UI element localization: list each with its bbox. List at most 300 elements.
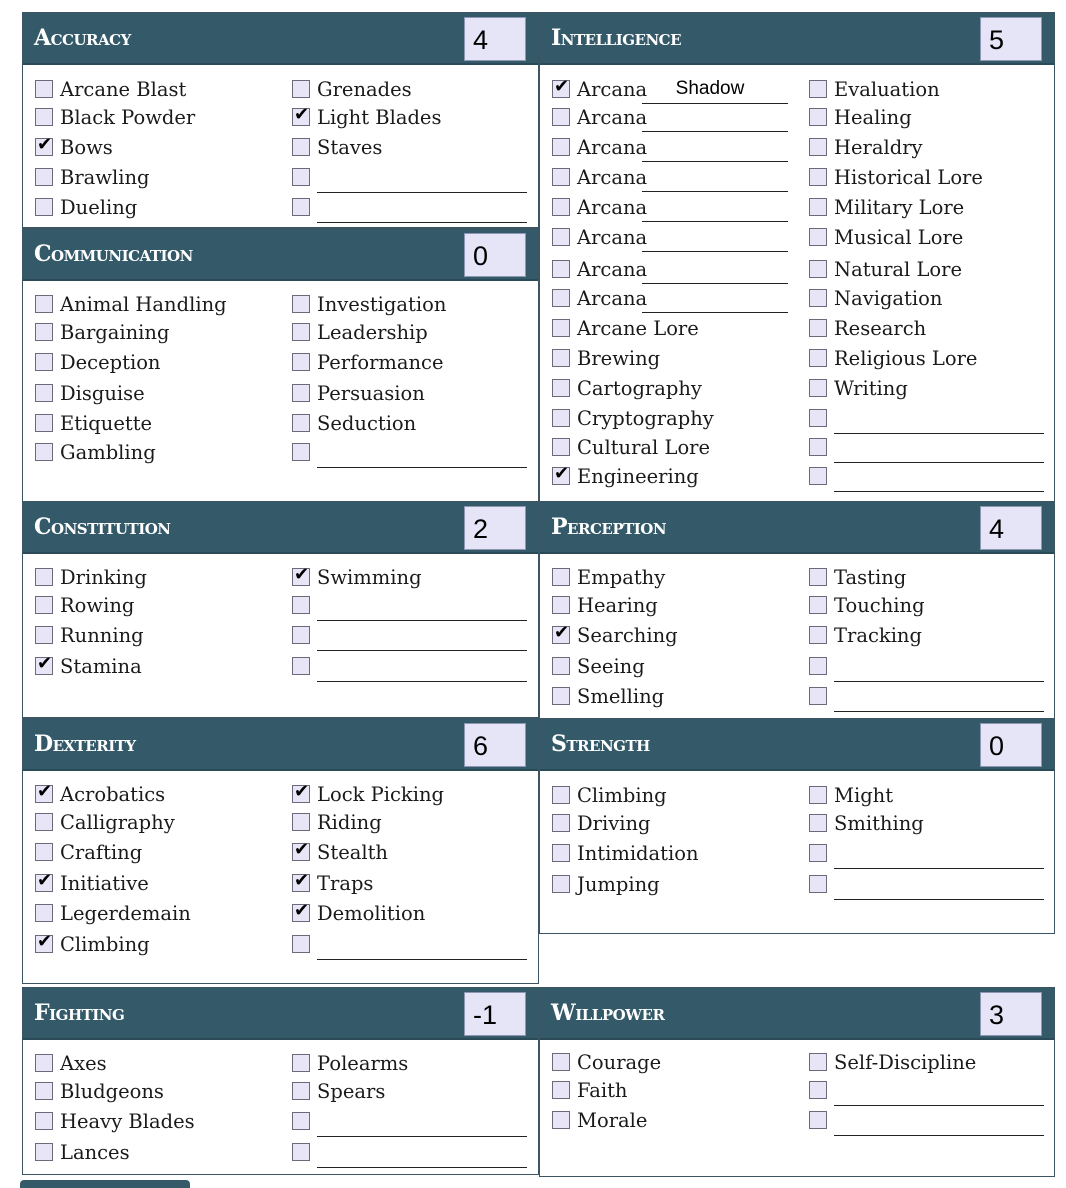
- skill-item-blank[interactable]: [292, 591, 528, 619]
- skill-item-blank[interactable]: [809, 433, 1045, 461]
- skill-item-military-lore[interactable]: [809, 193, 964, 221]
- skill-checkbox[interactable]: [809, 260, 827, 278]
- skill-checkbox[interactable]: [35, 168, 53, 186]
- skill-checkbox[interactable]: [809, 814, 827, 832]
- skill-checkbox[interactable]: [809, 80, 827, 98]
- skill-item-blank[interactable]: [809, 1106, 1045, 1134]
- custom-skill-field[interactable]: [317, 1166, 527, 1168]
- skill-checkbox[interactable]: [552, 168, 570, 186]
- skill-checkbox[interactable]: [809, 467, 827, 485]
- skill-checkbox[interactable]: [552, 596, 570, 614]
- skill-item-touching[interactable]: [809, 591, 925, 619]
- skill-item-persuasion[interactable]: [292, 379, 425, 407]
- skill-checkbox[interactable]: [809, 568, 827, 586]
- skill-value-field[interactable]: 2: [464, 506, 526, 550]
- skill-checkbox[interactable]: [292, 1143, 310, 1161]
- skill-label: Stealth: [317, 840, 388, 864]
- skill-item-blank[interactable]: [809, 682, 1045, 710]
- skill-item-blank[interactable]: [292, 1107, 528, 1135]
- skill-item-blank[interactable]: [292, 652, 528, 680]
- skill-item-seeing[interactable]: [552, 652, 645, 680]
- skill-checkbox[interactable]: [35, 1054, 53, 1072]
- arcana-specialty-field[interactable]: [642, 220, 788, 222]
- skill-label: Stamina: [60, 654, 142, 678]
- skill-value-field[interactable]: 4: [464, 17, 526, 61]
- skill-label: Historical Lore: [834, 165, 983, 189]
- skill-label: Brewing: [577, 346, 661, 370]
- skill-checkbox[interactable]: [809, 198, 827, 216]
- skill-value-field[interactable]: 5: [980, 17, 1042, 61]
- skill-checkbox[interactable]: [552, 260, 570, 278]
- skill-label: Searching: [577, 623, 678, 647]
- skill-label: Arcana: [577, 105, 648, 129]
- skill-item-blank[interactable]: [809, 462, 1045, 490]
- skill-header: [540, 13, 1054, 65]
- skill-item-blank[interactable]: [809, 870, 1045, 898]
- skill-checkbox[interactable]: [809, 138, 827, 156]
- skill-item-etiquette[interactable]: [35, 409, 152, 437]
- skill-label: Arcana: [577, 77, 648, 101]
- skill-checkbox[interactable]: [292, 564, 310, 586]
- skill-item-arcane-blast[interactable]: [35, 75, 186, 103]
- skill-checkbox[interactable]: [35, 596, 53, 614]
- skill-checkbox[interactable]: [292, 198, 310, 216]
- skill-label: Demolition: [317, 901, 426, 925]
- skill-label: Crafting: [60, 840, 143, 864]
- skill-label: Bows: [60, 135, 113, 159]
- check-icon: ✔: [37, 870, 53, 891]
- skill-label: Engineering: [577, 464, 699, 488]
- skill-label: Arcane Blast: [60, 77, 187, 101]
- skill-item-smithing[interactable]: [809, 809, 924, 837]
- skill-item-stealth[interactable]: [292, 838, 388, 866]
- skill-checkbox[interactable]: [809, 168, 827, 186]
- skill-label: Arcane Lore: [577, 316, 699, 340]
- skill-checkbox[interactable]: [292, 781, 310, 803]
- custom-skill-field[interactable]: [834, 490, 1044, 492]
- skill-checkbox[interactable]: [809, 319, 827, 337]
- skill-checkbox[interactable]: [292, 935, 310, 953]
- skill-checkbox[interactable]: [35, 323, 53, 341]
- skill-item-axes[interactable]: [35, 1049, 107, 1077]
- skill-item-performance[interactable]: [292, 348, 444, 376]
- skill-item-smelling[interactable]: [552, 682, 664, 710]
- skill-checkbox[interactable]: [552, 657, 570, 675]
- skill-item-driving[interactable]: [552, 809, 651, 837]
- skill-checkbox[interactable]: [35, 781, 53, 803]
- skill-checkbox[interactable]: [809, 626, 827, 644]
- check-icon: ✔: [294, 781, 310, 802]
- skill-item-heraldry[interactable]: [809, 133, 923, 161]
- arcana-specialty-field[interactable]: [642, 311, 788, 313]
- skill-checkbox[interactable]: [292, 168, 310, 186]
- skill-checkbox[interactable]: [35, 1112, 53, 1130]
- skill-label: Heraldry: [834, 135, 923, 159]
- skill-item-intimidation[interactable]: [552, 839, 699, 867]
- skill-label: Tasting: [834, 565, 907, 589]
- skill-checkbox[interactable]: [292, 657, 310, 675]
- skill-checkbox[interactable]: [292, 813, 310, 831]
- skill-value-field[interactable]: 6: [464, 723, 526, 767]
- skill-checkbox[interactable]: [35, 443, 53, 461]
- skill-label: Performance: [317, 350, 444, 374]
- skill-item-leadership[interactable]: [292, 318, 428, 346]
- custom-skill-field[interactable]: [834, 898, 1044, 900]
- skill-item-grenades[interactable]: [292, 75, 412, 103]
- skill-checkbox[interactable]: [292, 900, 310, 922]
- skill-checkbox[interactable]: [809, 657, 827, 675]
- skill-checkbox[interactable]: [35, 1143, 53, 1161]
- skill-checkbox[interactable]: [552, 844, 570, 862]
- skill-checkbox[interactable]: [292, 295, 310, 313]
- skill-label: Climbing: [577, 783, 667, 807]
- skill-label: Intimidation: [577, 841, 699, 865]
- check-icon: ✔: [37, 931, 53, 952]
- skill-item-might[interactable]: [809, 781, 893, 809]
- skill-item-disguise[interactable]: [35, 379, 145, 407]
- skill-item-religious-lore[interactable]: [809, 344, 977, 372]
- skill-label: Smelling: [577, 684, 665, 708]
- skill-item-blank[interactable]: [809, 1076, 1045, 1104]
- skill-label: Seeing: [577, 654, 645, 678]
- skill-checkbox[interactable]: [552, 875, 570, 893]
- skill-checkbox[interactable]: [552, 786, 570, 804]
- skill-label: Bludgeons: [60, 1079, 164, 1103]
- skill-item-tasting[interactable]: [809, 563, 906, 591]
- skill-checkbox[interactable]: [35, 653, 53, 675]
- skill-item-engineering[interactable]: [552, 462, 699, 490]
- custom-skill-field[interactable]: [317, 1135, 527, 1137]
- skill-checkbox[interactable]: [809, 108, 827, 126]
- skill-label: Arcana: [577, 225, 648, 249]
- skill-item-deception[interactable]: [35, 348, 161, 376]
- skill-label: Persuasion: [317, 381, 425, 405]
- skill-item-lances[interactable]: [35, 1138, 130, 1166]
- skill-value-field[interactable]: 3: [980, 992, 1042, 1036]
- skill-item-legerdemain[interactable]: [35, 899, 191, 927]
- custom-skill-field[interactable]: [317, 958, 527, 960]
- arcana-specialty-field[interactable]: [642, 250, 788, 252]
- check-icon: ✔: [37, 134, 53, 155]
- skill-checkbox[interactable]: [552, 379, 570, 397]
- skill-label: Writing: [834, 376, 908, 400]
- skill-checkbox[interactable]: [809, 1111, 827, 1129]
- skill-checkbox[interactable]: [35, 843, 53, 861]
- skill-item-navigation[interactable]: [809, 284, 942, 312]
- skill-checkbox[interactable]: [552, 1053, 570, 1071]
- custom-skill-field[interactable]: [834, 867, 1044, 869]
- skill-checkbox[interactable]: [552, 349, 570, 367]
- skill-label: Riding: [317, 810, 382, 834]
- arcana-specialty-text: Shadow: [675, 78, 745, 99]
- skill-label: Self-Discipline: [834, 1050, 977, 1074]
- skill-checkbox[interactable]: [809, 228, 827, 246]
- skill-checkbox[interactable]: [292, 870, 310, 892]
- skill-item-historical-lore[interactable]: [809, 163, 983, 191]
- skill-checkbox[interactable]: [35, 384, 53, 402]
- skill-checkbox[interactable]: [552, 622, 570, 644]
- skill-checkbox[interactable]: [552, 814, 570, 832]
- custom-skill-field[interactable]: [317, 221, 527, 223]
- skill-checkbox[interactable]: [552, 409, 570, 427]
- skill-item-drinking[interactable]: [35, 563, 147, 591]
- check-icon: ✔: [294, 104, 310, 125]
- skill-title: Perception: [551, 514, 667, 540]
- skill-item-arcana[interactable]: [552, 133, 792, 161]
- skill-item-dueling[interactable]: [35, 193, 137, 221]
- skill-checkbox[interactable]: [552, 568, 570, 586]
- skill-checkbox[interactable]: [809, 349, 827, 367]
- skill-item-musical-lore[interactable]: [809, 223, 963, 251]
- skill-item-running[interactable]: [35, 621, 144, 649]
- skill-item-arcana[interactable]: [552, 193, 792, 221]
- skill-title: Dexterity: [34, 731, 136, 757]
- skill-item-demolition[interactable]: [292, 899, 425, 927]
- skill-checkbox[interactable]: [35, 80, 53, 98]
- skill-item-empathy[interactable]: [552, 563, 665, 591]
- skill-checkbox[interactable]: [35, 108, 53, 126]
- skill-checkbox[interactable]: [809, 1053, 827, 1071]
- skill-title: Willpower: [551, 1000, 665, 1026]
- skill-item-climbing[interactable]: [552, 781, 667, 809]
- skill-item-calligraphy[interactable]: [35, 808, 175, 836]
- skill-panel-accuracy: [22, 12, 539, 228]
- skill-item-arcana[interactable]: [552, 255, 792, 283]
- skill-title: Strength: [551, 731, 650, 757]
- custom-skill-field[interactable]: [834, 1134, 1044, 1136]
- skill-label: Touching: [834, 593, 925, 617]
- skill-item-cultural-lore[interactable]: [552, 433, 710, 461]
- skill-checkbox[interactable]: [292, 384, 310, 402]
- skill-title: Accuracy: [34, 25, 131, 51]
- skill-checkbox[interactable]: [552, 463, 570, 485]
- arcana-specialty-field[interactable]: [642, 190, 788, 192]
- skill-item-self-discipline[interactable]: [809, 1048, 976, 1076]
- skill-item-faith[interactable]: [552, 1076, 627, 1104]
- skill-checkbox[interactable]: [35, 813, 53, 831]
- skill-label: Traps: [317, 871, 374, 895]
- skill-checkbox[interactable]: [809, 379, 827, 397]
- skill-checkbox[interactable]: [35, 626, 53, 644]
- skill-checkbox[interactable]: [552, 76, 570, 98]
- skill-checkbox[interactable]: [292, 414, 310, 432]
- skill-item-gambling[interactable]: [35, 438, 156, 466]
- arcana-specialty-field[interactable]: [642, 160, 788, 162]
- skill-item-heavy-blades[interactable]: [35, 1107, 195, 1135]
- skill-item-arcana[interactable]: [552, 223, 792, 251]
- skill-label: Animal Handling: [60, 292, 227, 316]
- custom-skill-field[interactable]: [317, 680, 527, 682]
- skill-checkbox[interactable]: [292, 1054, 310, 1072]
- skill-item-riding[interactable]: [292, 808, 382, 836]
- skill-item-bargaining[interactable]: [35, 318, 169, 346]
- check-icon: ✔: [294, 870, 310, 891]
- skill-checkbox[interactable]: [809, 1081, 827, 1099]
- skill-item-bows[interactable]: [35, 133, 113, 161]
- skill-checkbox[interactable]: [552, 438, 570, 456]
- arcana-specialty-field[interactable]: [642, 130, 788, 132]
- check-icon: ✔: [37, 781, 53, 802]
- skill-panel-communication: [22, 228, 539, 502]
- skill-checkbox[interactable]: [292, 443, 310, 461]
- skill-checkbox[interactable]: [292, 138, 310, 156]
- skill-value-field[interactable]: -1: [464, 992, 526, 1036]
- skill-checkbox[interactable]: [809, 596, 827, 614]
- skill-label: Natural Lore: [834, 257, 963, 281]
- skill-checkbox[interactable]: [35, 414, 53, 432]
- skill-item-animal-handling[interactable]: [35, 290, 227, 318]
- skill-panel-perception: [539, 501, 1055, 719]
- skill-item-traps[interactable]: [292, 869, 373, 897]
- skill-checkbox[interactable]: [552, 289, 570, 307]
- skill-checkbox[interactable]: [35, 568, 53, 586]
- skill-label: Rowing: [60, 593, 135, 617]
- skill-item-blank[interactable]: [292, 621, 528, 649]
- skill-item-bludgeons[interactable]: [35, 1077, 164, 1105]
- bottom-tab[interactable]: [20, 1180, 190, 1188]
- skill-item-spears[interactable]: [292, 1077, 385, 1105]
- skill-item-hearing[interactable]: [552, 591, 658, 619]
- skill-label: Cartography: [577, 376, 702, 400]
- skill-item-jumping[interactable]: [552, 870, 660, 898]
- skill-item-crafting[interactable]: [35, 838, 142, 866]
- skill-item-arcana[interactable]: [552, 75, 792, 103]
- skill-checkbox[interactable]: [35, 353, 53, 371]
- skill-title: Fighting: [34, 1000, 125, 1026]
- skill-item-rowing[interactable]: [35, 591, 134, 619]
- skill-header: [540, 502, 1054, 554]
- skill-label: Lances: [60, 1140, 130, 1164]
- skill-item-natural-lore[interactable]: [809, 255, 962, 283]
- skill-checkbox[interactable]: [809, 289, 827, 307]
- skill-label: Light Blades: [317, 105, 442, 129]
- skill-checkbox[interactable]: [552, 198, 570, 216]
- skill-checkbox[interactable]: [35, 198, 53, 216]
- skill-item-brewing[interactable]: [552, 344, 660, 372]
- skill-value-field[interactable]: 4: [980, 506, 1042, 550]
- skill-label: Bargaining: [60, 320, 170, 344]
- skill-label: Driving: [577, 811, 651, 835]
- skill-label: Tracking: [834, 623, 922, 647]
- skill-checkbox[interactable]: [552, 1081, 570, 1099]
- skill-checkbox[interactable]: [552, 108, 570, 126]
- skill-item-light-blades[interactable]: [292, 103, 441, 131]
- skill-label: Hearing: [577, 593, 658, 617]
- skill-item-blank[interactable]: [292, 438, 528, 466]
- skill-checkbox[interactable]: [809, 786, 827, 804]
- skill-item-cryptography[interactable]: [552, 404, 714, 432]
- skill-checkbox[interactable]: [809, 844, 827, 862]
- skill-checkbox[interactable]: [552, 687, 570, 705]
- skill-checkbox[interactable]: [35, 870, 53, 892]
- skill-item-research[interactable]: [809, 314, 926, 342]
- skill-value-field[interactable]: 0: [980, 723, 1042, 767]
- skill-checkbox[interactable]: [35, 295, 53, 313]
- skill-checkbox[interactable]: [292, 1112, 310, 1130]
- skill-checkbox[interactable]: [809, 875, 827, 893]
- skill-label: Swimming: [317, 565, 422, 589]
- skill-item-initiative[interactable]: [35, 869, 149, 897]
- skill-checkbox[interactable]: [35, 134, 53, 156]
- skill-item-arcana[interactable]: [552, 163, 792, 191]
- skill-item-tracking[interactable]: [809, 621, 922, 649]
- skill-item-staves[interactable]: [292, 133, 382, 161]
- custom-skill-field[interactable]: [834, 710, 1044, 712]
- skill-label: Lock Picking: [317, 782, 444, 806]
- skill-checkbox[interactable]: [35, 904, 53, 922]
- skill-checkbox[interactable]: [292, 104, 310, 126]
- skill-checkbox[interactable]: [292, 839, 310, 861]
- skill-item-blank[interactable]: [809, 652, 1045, 680]
- skill-item-blank[interactable]: [292, 930, 528, 958]
- skill-item-blank[interactable]: [809, 404, 1045, 432]
- skill-item-courage[interactable]: [552, 1048, 661, 1076]
- skill-label: Spears: [317, 1079, 386, 1103]
- skill-checkbox[interactable]: [292, 353, 310, 371]
- skill-item-brawling[interactable]: [35, 163, 149, 191]
- skill-label: Arcana: [577, 135, 648, 159]
- skill-item-blank[interactable]: [292, 193, 528, 221]
- skill-checkbox[interactable]: [292, 626, 310, 644]
- skill-item-morale[interactable]: [552, 1106, 647, 1134]
- skill-checkbox[interactable]: [292, 596, 310, 614]
- skill-item-blank[interactable]: [809, 839, 1045, 867]
- skill-item-blank[interactable]: [292, 163, 528, 191]
- skill-item-swimming[interactable]: [292, 563, 422, 591]
- skill-checkbox[interactable]: [292, 323, 310, 341]
- skill-checkbox[interactable]: [552, 138, 570, 156]
- custom-skill-field[interactable]: [317, 649, 527, 651]
- skill-item-climbing[interactable]: [35, 930, 150, 958]
- skill-item-polearms[interactable]: [292, 1049, 408, 1077]
- skill-item-black-powder[interactable]: [35, 103, 195, 131]
- skill-checkbox[interactable]: [292, 1082, 310, 1100]
- skill-item-arcana[interactable]: [552, 284, 792, 312]
- skill-label: Gambling: [60, 440, 156, 464]
- skill-checkbox[interactable]: [552, 1111, 570, 1129]
- skill-value-field[interactable]: 0: [464, 233, 526, 277]
- skill-checkbox[interactable]: [809, 687, 827, 705]
- skill-checkbox[interactable]: [35, 1082, 53, 1100]
- skill-label: Brawling: [60, 165, 150, 189]
- check-icon: ✔: [554, 622, 570, 643]
- skill-checkbox[interactable]: [809, 438, 827, 456]
- skill-item-arcana[interactable]: [552, 103, 792, 131]
- skill-checkbox[interactable]: [552, 319, 570, 337]
- custom-skill-field[interactable]: [317, 466, 527, 468]
- skill-label: Running: [60, 623, 144, 647]
- skill-checkbox[interactable]: [809, 409, 827, 427]
- skill-item-healing[interactable]: [809, 103, 912, 131]
- skill-item-lock-picking[interactable]: [292, 780, 444, 808]
- skill-item-investigation[interactable]: [292, 290, 446, 318]
- skill-checkbox[interactable]: [552, 228, 570, 246]
- skill-item-stamina[interactable]: [35, 652, 142, 680]
- skill-title: Intelligence: [551, 25, 682, 51]
- skill-checkbox[interactable]: [35, 931, 53, 953]
- skill-item-searching[interactable]: [552, 621, 678, 649]
- skill-item-writing[interactable]: [809, 374, 908, 402]
- skill-checkbox[interactable]: [292, 80, 310, 98]
- skill-label: Evaluation: [834, 77, 940, 101]
- skill-item-cartography[interactable]: [552, 374, 702, 402]
- skill-item-evaluation[interactable]: [809, 75, 940, 103]
- skill-panel-strength: [539, 718, 1055, 934]
- skill-item-seduction[interactable]: [292, 409, 416, 437]
- skill-item-blank[interactable]: [292, 1138, 528, 1166]
- skill-item-arcane-lore[interactable]: [552, 314, 699, 342]
- skill-item-acrobatics[interactable]: [35, 780, 165, 808]
